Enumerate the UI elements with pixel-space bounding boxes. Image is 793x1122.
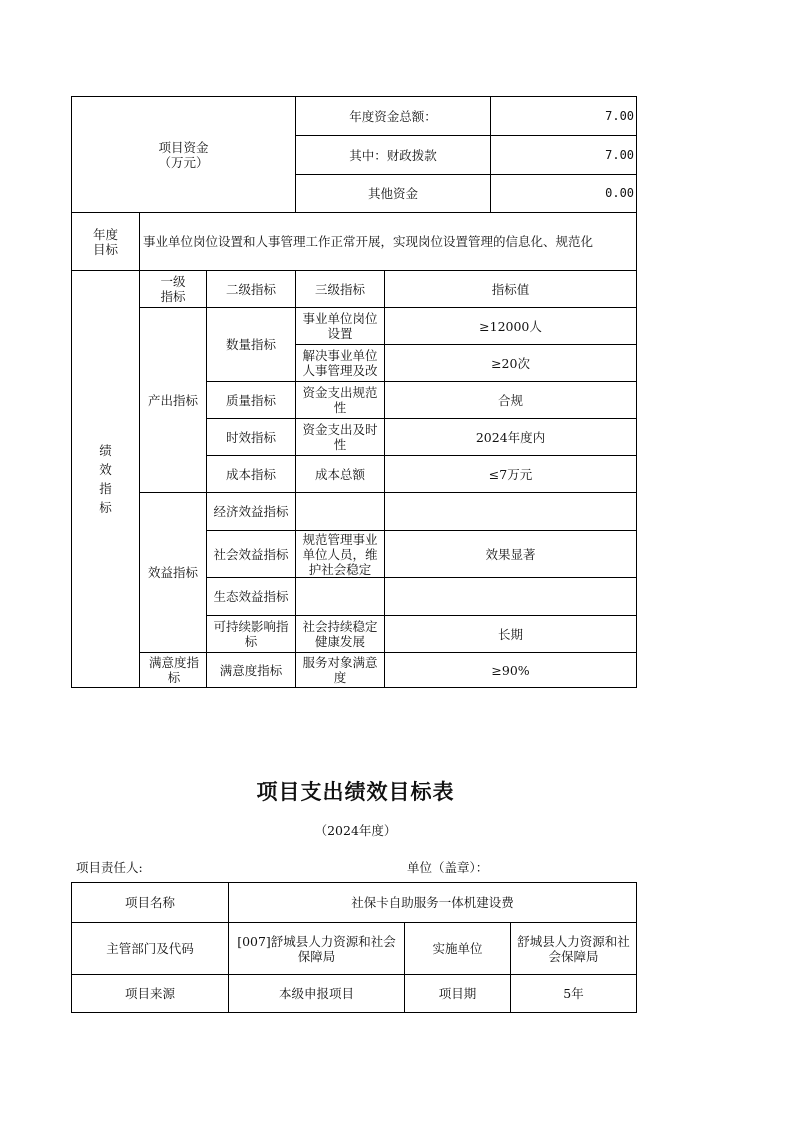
social-l2: 社会效益指标 [207,531,296,578]
sustainable-value: 长期 [385,616,637,653]
cost-l3: 成本总额 [296,456,385,493]
quality-l2: 质量指标 [207,382,296,419]
header-level3: 三级指标 [296,271,385,308]
funds-fiscal-label: 其中：财政拨款 [296,136,491,175]
funds-label-line2: （万元） [158,154,209,170]
indicators-section-label: 绩效指标 [72,271,140,688]
period-value: 5年 [511,975,637,1013]
header-level1: 一级指标 [140,271,207,308]
benefit-label: 效益指标 [140,493,207,653]
responsible-label: 项目责任人: [76,860,143,875]
timeliness-l3: 资金支出及时性 [296,419,385,456]
project-info-table [71,882,637,1013]
impl-value: 舒城县人力资源和社会保障局 [511,923,637,975]
funds-label [72,97,296,213]
funds-total-label: 年度资金总额： [296,97,491,136]
form-title: 项目支出绩效目标表 [256,780,455,804]
sustainable-l3: 社会持续稳定健康发展 [296,616,385,653]
funds-other-label: 其他资金 [296,175,491,213]
quantity-value-1: ≥12000人 [385,308,637,345]
timeliness-value: 2024年度内 [385,419,637,456]
cost-l2: 成本指标 [207,456,296,493]
annual-goal-text: 事业单位岗位设置和人事管理工作正常开展，实现岗位设置管理的信息化、规范化 [140,213,637,271]
funds-label-line1: 项目资金 [158,139,209,155]
period-label: 项目期 [405,975,511,1013]
quality-l3: 资金支出规范性 [296,382,385,419]
performance-target-table [71,96,637,688]
quantity-l3-1: 事业单位岗位设置 [296,308,385,345]
satisfaction-value: ≥90% [385,653,637,688]
impl-label: 实施单位 [405,923,511,975]
economic-value [385,493,637,531]
satisfaction-l1: 满意度指标 [140,653,207,688]
timeliness-l2: 时效指标 [207,419,296,456]
dept-value: [007]舒城县人力资源和社会保障局 [229,923,405,975]
social-value: 效果显著 [385,531,637,578]
quantity-l3-2: 解决事业单位人事管理及改 [296,345,385,382]
economic-l2: 经济效益指标 [207,493,296,531]
cost-value: ≤7万元 [385,456,637,493]
quantity-value-2: ≥20次 [385,345,637,382]
source-value: 本级申报项目 [229,975,405,1013]
sustainable-l2: 可持续影响指标 [207,616,296,653]
annual-goal-label: 年度目标 [72,213,140,271]
satisfaction-l2: 满意度指标 [207,653,296,688]
project-name-value: 社保卡自助服务一体机建设费 [229,883,637,923]
social-l3: 规范管理事业单位人员，维护社会稳定 [296,531,385,578]
ecological-l3 [296,578,385,616]
output-label: 产出指标 [140,308,207,493]
ecological-value [385,578,637,616]
dept-label: 主管部门及代码 [72,923,229,975]
funds-total-value: 7.00 [491,97,637,136]
ecological-l2: 生态效益指标 [207,578,296,616]
quality-value: 合规 [385,382,637,419]
funds-other-value: 0.00 [491,175,637,213]
header-level2: 二级指标 [207,271,296,308]
satisfaction-l3: 服务对象满意度 [296,653,385,688]
header-value: 指标值 [385,271,637,308]
project-name-label: 项目名称 [72,883,229,923]
funds-fiscal-value: 7.00 [491,136,637,175]
economic-l3 [296,493,385,531]
source-label: 项目来源 [72,975,229,1013]
form-year: （2024年度） [314,823,397,838]
unit-label: 单位（盖章）： [407,860,489,875]
quantity-label: 数量指标 [207,308,296,382]
